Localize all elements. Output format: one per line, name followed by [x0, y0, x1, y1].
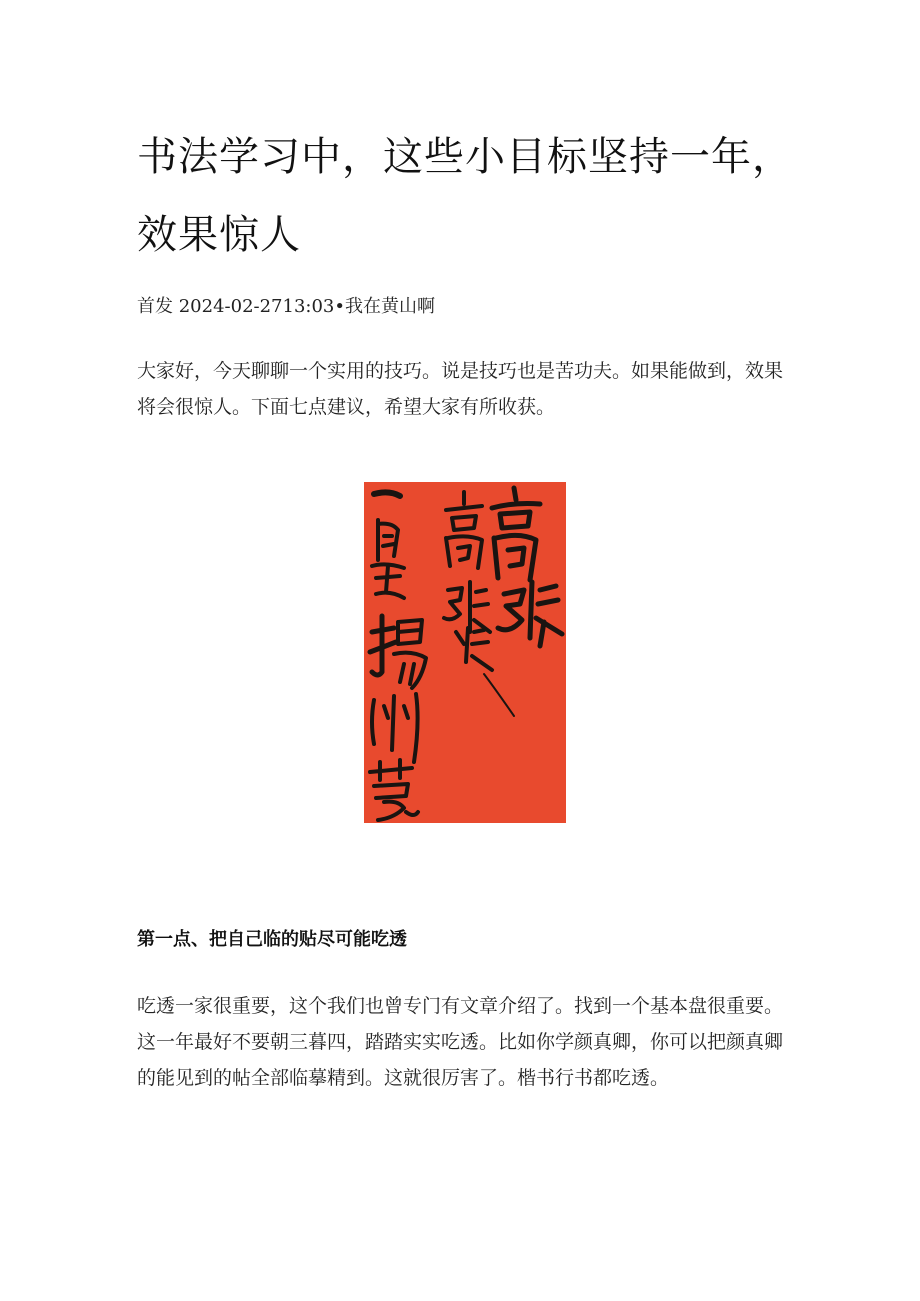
calligraphy-brush-strokes: [364, 482, 566, 823]
section-heading: 第一点、把自己临的贴尽可能吃透: [137, 929, 407, 950]
article-meta: 首发 2024-02-2713:03•我在黄山啊: [137, 296, 435, 317]
section-body-paragraph: 吃透一家很重要，这个我们也曾专门有文章介绍了。找到一个基本盘很重要。这一年最好不要朝三暮四，踏踏实实吃透。比如你学颜真卿，你可以把颜真卿的能见到的帖全部临摹精到。这就很厉害了。楷书行书都吃透。: [137, 995, 784, 1089]
calligraphy-image: [364, 482, 566, 823]
intro-paragraph: 大家好，今天聊聊一个实用的技巧。说是技巧也是苦功夫。如果能做到，效果将会很惊人。下面七点建议，希望大家有所收获。: [137, 360, 784, 418]
article-title: 书法学习中，这些小目标坚持一年，效果惊人: [137, 134, 793, 258]
